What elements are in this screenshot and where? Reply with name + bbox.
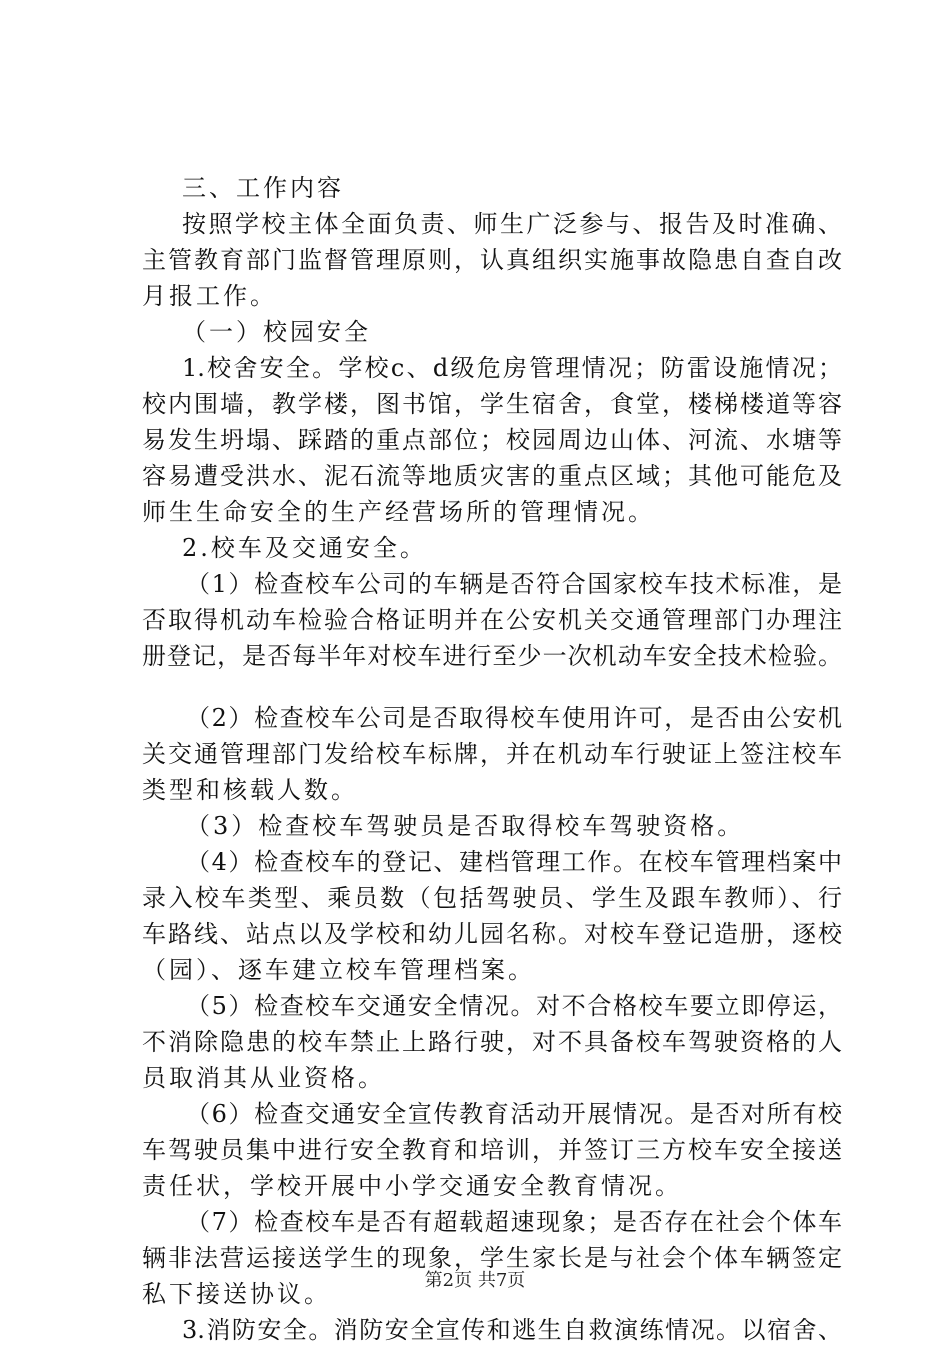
text-line: 员取消其从业资格。 <box>142 1064 385 1092</box>
text-line: 车路线、站点以及学校和幼儿园名称。对校车登记造册，逐校 <box>142 920 842 948</box>
text-line: 册登记，是否每半年对校车进行至少一次机动车安全技术检验。 <box>142 642 842 670</box>
text-line: 三、工作内容 <box>182 174 344 202</box>
text-line: （一）校园安全 <box>182 318 371 346</box>
text-line: 私下接送协议。 <box>142 1280 331 1308</box>
text-line: （6）检查交通安全宣传教育活动开展情况。是否对所有校 <box>186 1100 842 1128</box>
text-line: （7）检查校车是否有超载超速现象；是否存在社会个体车 <box>186 1208 842 1236</box>
text-line: 主管教育部门监督管理原则，认真组织实施事故隐患自查自改 <box>142 246 842 274</box>
text-line: （园）、逐车建立校车管理档案。 <box>142 956 535 984</box>
text-line: 辆非法营运接送学生的现象，学生家长是与社会个体车辆签定 <box>142 1244 842 1272</box>
text-line: 按照学校主体全面负责、师生广泛参与、报告及时准确、 <box>182 210 842 238</box>
text-line: 校内围墙，教学楼，图书馆，学生宿舍，食堂，楼梯楼道等容 <box>142 390 842 418</box>
text-line: （5）检查校车交通安全情况。对不合格校车要立即停运， <box>186 992 842 1020</box>
text-line: 责任状，学校开展中小学交通安全教育情况。 <box>142 1172 682 1200</box>
text-line: 师生生命安全的生产经营场所的管理情况。 <box>142 498 655 526</box>
text-line: 否取得机动车检验合格证明并在公安机关交通管理部门办理注 <box>142 606 842 634</box>
text-line: 不消除隐患的校车禁止上路行驶，对不具备校车驾驶资格的人 <box>142 1028 842 1056</box>
text-line: 类型和核载人数。 <box>142 776 358 804</box>
text-line: （1）检查校车公司的车辆是否符合国家校车技术标准，是 <box>186 570 842 598</box>
page-footer: 第2页 共7页 <box>424 1270 526 1291</box>
text-line: 1.校舍安全。学校c、d级危房管理情况；防雷设施情况； <box>182 354 842 382</box>
text-line: 录入校车类型、乘员数（包括驾驶员、学生及跟车教师）、行 <box>142 884 842 912</box>
text-line: 2.校车及交通安全。 <box>182 534 427 562</box>
text-line: 关交通管理部门发给校车标牌，并在机动车行驶证上签注校车 <box>142 740 842 768</box>
text-line: 月报工作。 <box>142 282 277 310</box>
text-line: （4）检查校车的登记、建档管理工作。在校车管理档案中 <box>186 848 842 876</box>
text-line: 易发生坍塌、踩踏的重点部位；校园周边山体、河流、水塘等 <box>142 426 842 454</box>
paragraph-gap <box>142 674 842 700</box>
text-line: （2）检查校车公司是否取得校车使用许可，是否由公安机 <box>186 704 842 732</box>
text-line: 3.消防安全。消防安全宣传和逃生自救演练情况。以宿舍、 <box>182 1316 842 1344</box>
document-body <box>142 170 842 1348</box>
text-line: （3）检查校车驾驶员是否取得校车驾驶资格。 <box>186 812 745 840</box>
text-line: 车驾驶员集中进行安全教育和培训，并签订三方校车安全接送 <box>142 1136 842 1164</box>
text-line: 容易遭受洪水、泥石流等地质灾害的重点区域；其他可能危及 <box>142 462 842 490</box>
